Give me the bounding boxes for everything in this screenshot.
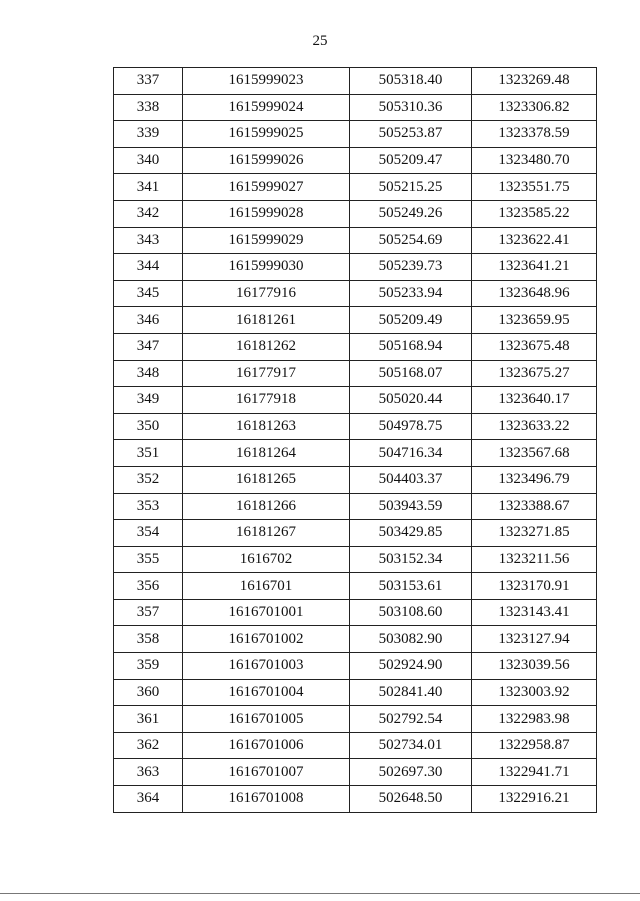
coordinate-y-cell: 1323143.41 xyxy=(472,599,597,626)
coordinate-x-cell: 505233.94 xyxy=(350,280,472,307)
coordinate-x-cell: 505215.25 xyxy=(350,174,472,201)
row-index-cell: 360 xyxy=(114,679,183,706)
table-row xyxy=(114,200,597,227)
point-id-cell: 1615999027 xyxy=(183,174,350,201)
coordinate-y-cell: 1322983.98 xyxy=(472,706,597,733)
table-row xyxy=(114,546,597,573)
row-index-cell: 338 xyxy=(114,94,183,121)
table-row xyxy=(114,227,597,254)
point-id-cell: 1616701008 xyxy=(183,786,350,813)
row-index-cell: 363 xyxy=(114,759,183,786)
coordinate-y-cell: 1323567.68 xyxy=(472,440,597,467)
coordinate-y-cell: 1322916.21 xyxy=(472,786,597,813)
row-index-cell: 349 xyxy=(114,387,183,414)
table-row xyxy=(114,520,597,547)
coordinate-y-cell: 1323127.94 xyxy=(472,626,597,653)
row-index-cell: 356 xyxy=(114,573,183,600)
coordinate-x-cell: 505254.69 xyxy=(350,227,472,254)
coordinate-y-cell: 1323659.95 xyxy=(472,307,597,334)
coordinate-x-cell: 502697.30 xyxy=(350,759,472,786)
coordinate-y-cell: 1323378.59 xyxy=(472,121,597,148)
coordinate-x-cell: 505168.07 xyxy=(350,360,472,387)
point-id-cell: 16181263 xyxy=(183,413,350,440)
row-index-cell: 357 xyxy=(114,599,183,626)
row-index-cell: 352 xyxy=(114,466,183,493)
point-id-cell: 16181262 xyxy=(183,333,350,360)
coordinate-x-cell: 504403.37 xyxy=(350,466,472,493)
table-row xyxy=(114,466,597,493)
point-id-cell: 1615999023 xyxy=(183,68,350,95)
coordinate-y-cell: 1323269.48 xyxy=(472,68,597,95)
page-bottom-rule xyxy=(0,893,640,894)
coordinate-y-cell: 1323675.27 xyxy=(472,360,597,387)
coordinate-x-cell: 505310.36 xyxy=(350,94,472,121)
coordinate-y-cell: 1323480.70 xyxy=(472,147,597,174)
row-index-cell: 355 xyxy=(114,546,183,573)
point-id-cell: 16181266 xyxy=(183,493,350,520)
row-index-cell: 364 xyxy=(114,786,183,813)
coordinate-x-cell: 504978.75 xyxy=(350,413,472,440)
coordinate-y-cell: 1323211.56 xyxy=(472,546,597,573)
coordinate-y-cell: 1323633.22 xyxy=(472,413,597,440)
coordinate-x-cell: 502792.54 xyxy=(350,706,472,733)
table-row xyxy=(114,121,597,148)
point-id-cell: 1616701002 xyxy=(183,626,350,653)
table-row xyxy=(114,68,597,95)
table-row xyxy=(114,759,597,786)
coordinate-x-cell: 505318.40 xyxy=(350,68,472,95)
point-id-cell: 16181267 xyxy=(183,520,350,547)
point-id-cell: 16181261 xyxy=(183,307,350,334)
point-id-cell: 1615999026 xyxy=(183,147,350,174)
coordinate-x-cell: 505168.94 xyxy=(350,333,472,360)
coordinates-table-body xyxy=(114,68,597,813)
table-row xyxy=(114,732,597,759)
row-index-cell: 339 xyxy=(114,121,183,148)
table-row xyxy=(114,387,597,414)
point-id-cell: 1616701 xyxy=(183,573,350,600)
page-number: 25 xyxy=(312,33,328,49)
coordinate-y-cell: 1323622.41 xyxy=(472,227,597,254)
point-id-cell: 16181264 xyxy=(183,440,350,467)
point-id-cell: 1616701004 xyxy=(183,679,350,706)
table-row xyxy=(114,493,597,520)
coordinate-x-cell: 505249.26 xyxy=(350,200,472,227)
coordinate-x-cell: 502734.01 xyxy=(350,732,472,759)
coordinate-y-cell: 1323641.21 xyxy=(472,254,597,281)
row-index-cell: 344 xyxy=(114,254,183,281)
point-id-cell: 16177916 xyxy=(183,280,350,307)
table-row xyxy=(114,413,597,440)
point-id-cell: 16177918 xyxy=(183,387,350,414)
table-row xyxy=(114,573,597,600)
row-index-cell: 341 xyxy=(114,174,183,201)
point-id-cell: 1616701007 xyxy=(183,759,350,786)
table-row xyxy=(114,679,597,706)
coordinate-y-cell: 1323039.56 xyxy=(472,653,597,680)
coordinate-x-cell: 503082.90 xyxy=(350,626,472,653)
point-id-cell: 1615999025 xyxy=(183,121,350,148)
table-row xyxy=(114,333,597,360)
table-row xyxy=(114,706,597,733)
coordinate-x-cell: 504716.34 xyxy=(350,440,472,467)
coordinate-x-cell: 503153.61 xyxy=(350,573,472,600)
coordinate-x-cell: 502924.90 xyxy=(350,653,472,680)
point-id-cell: 16177917 xyxy=(183,360,350,387)
row-index-cell: 353 xyxy=(114,493,183,520)
coordinate-x-cell: 503108.60 xyxy=(350,599,472,626)
table-row xyxy=(114,626,597,653)
coordinate-y-cell: 1323306.82 xyxy=(472,94,597,121)
coordinate-y-cell: 1323170.91 xyxy=(472,573,597,600)
point-id-cell: 16181265 xyxy=(183,466,350,493)
table-row xyxy=(114,599,597,626)
coordinate-y-cell: 1323648.96 xyxy=(472,280,597,307)
row-index-cell: 345 xyxy=(114,280,183,307)
coordinate-x-cell: 505209.49 xyxy=(350,307,472,334)
row-index-cell: 347 xyxy=(114,333,183,360)
row-index-cell: 351 xyxy=(114,440,183,467)
point-id-cell: 1615999029 xyxy=(183,227,350,254)
coordinate-x-cell: 505209.47 xyxy=(350,147,472,174)
table-row xyxy=(114,786,597,813)
table-row xyxy=(114,307,597,334)
row-index-cell: 348 xyxy=(114,360,183,387)
point-id-cell: 1616701005 xyxy=(183,706,350,733)
row-index-cell: 346 xyxy=(114,307,183,334)
row-index-cell: 350 xyxy=(114,413,183,440)
coordinate-y-cell: 1323551.75 xyxy=(472,174,597,201)
coordinate-x-cell: 502648.50 xyxy=(350,786,472,813)
point-id-cell: 1616701006 xyxy=(183,732,350,759)
coordinate-x-cell: 505253.87 xyxy=(350,121,472,148)
point-id-cell: 1616701003 xyxy=(183,653,350,680)
coordinate-y-cell: 1322941.71 xyxy=(472,759,597,786)
point-id-cell: 1616702 xyxy=(183,546,350,573)
table-row xyxy=(114,147,597,174)
row-index-cell: 362 xyxy=(114,732,183,759)
coordinate-y-cell: 1322958.87 xyxy=(472,732,597,759)
coordinate-x-cell: 503943.59 xyxy=(350,493,472,520)
coordinate-x-cell: 503152.34 xyxy=(350,546,472,573)
row-index-cell: 354 xyxy=(114,520,183,547)
coordinate-y-cell: 1323271.85 xyxy=(472,520,597,547)
table-row xyxy=(114,254,597,281)
table-row xyxy=(114,280,597,307)
coordinate-x-cell: 503429.85 xyxy=(350,520,472,547)
coordinate-x-cell: 505239.73 xyxy=(350,254,472,281)
coordinate-y-cell: 1323003.92 xyxy=(472,679,597,706)
point-id-cell: 1615999030 xyxy=(183,254,350,281)
row-index-cell: 358 xyxy=(114,626,183,653)
coordinate-y-cell: 1323388.67 xyxy=(472,493,597,520)
table-row xyxy=(114,360,597,387)
coordinate-y-cell: 1323585.22 xyxy=(472,200,597,227)
coordinates-table xyxy=(113,67,597,813)
point-id-cell: 1615999028 xyxy=(183,200,350,227)
table-row xyxy=(114,653,597,680)
coordinate-y-cell: 1323496.79 xyxy=(472,466,597,493)
row-index-cell: 361 xyxy=(114,706,183,733)
table-row xyxy=(114,440,597,467)
coordinate-x-cell: 505020.44 xyxy=(350,387,472,414)
point-id-cell: 1615999024 xyxy=(183,94,350,121)
coordinate-y-cell: 1323640.17 xyxy=(472,387,597,414)
coordinate-x-cell: 502841.40 xyxy=(350,679,472,706)
table-row xyxy=(114,174,597,201)
row-index-cell: 342 xyxy=(114,200,183,227)
table-row xyxy=(114,94,597,121)
coordinate-y-cell: 1323675.48 xyxy=(472,333,597,360)
point-id-cell: 1616701001 xyxy=(183,599,350,626)
row-index-cell: 337 xyxy=(114,68,183,95)
row-index-cell: 340 xyxy=(114,147,183,174)
row-index-cell: 359 xyxy=(114,653,183,680)
row-index-cell: 343 xyxy=(114,227,183,254)
